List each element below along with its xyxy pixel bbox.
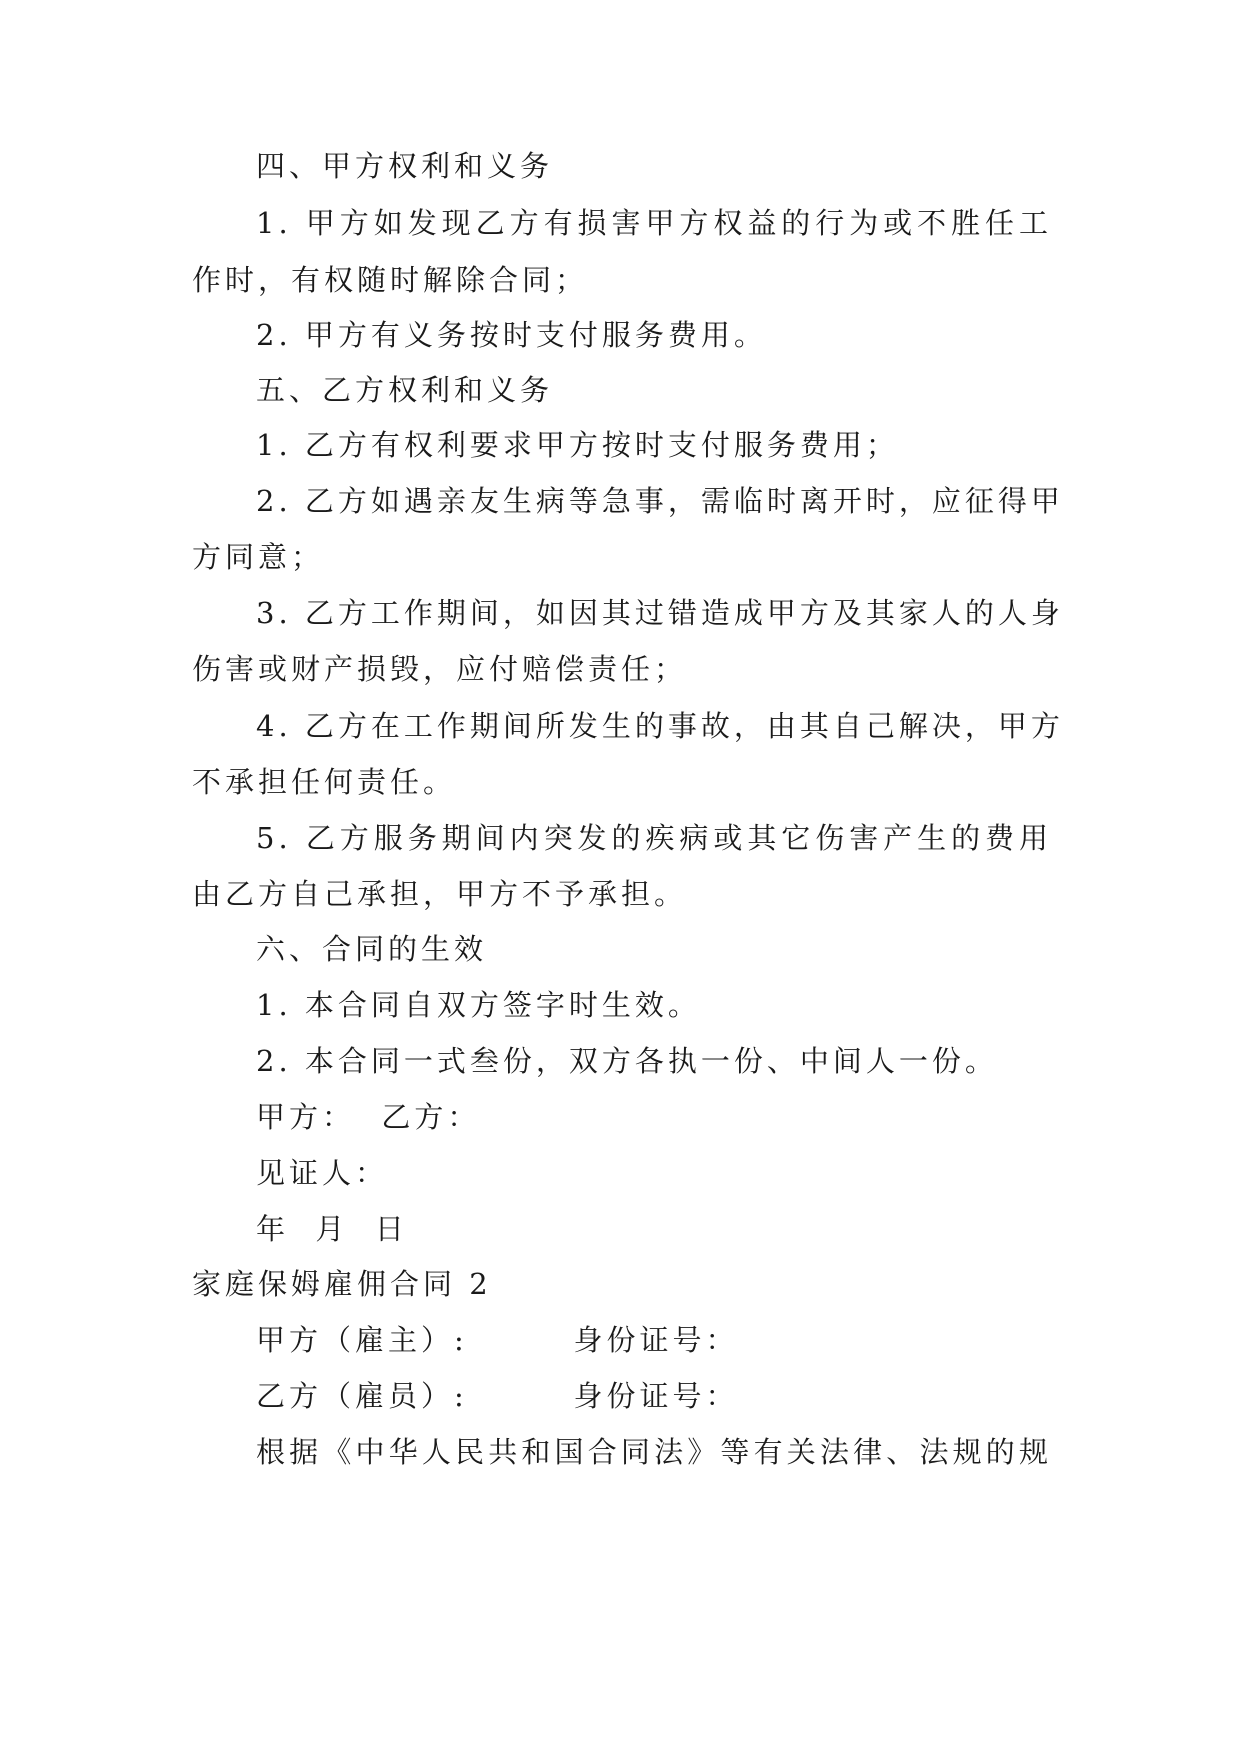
section-5-item-5-cont: 由乙方自己承担，甲方不予承担。 xyxy=(192,877,688,911)
party-a-employer-line: 甲方（雇主）: 身份证号： xyxy=(256,1323,739,1357)
section-4-item-1-cont: 作时，有权随时解除合同； xyxy=(192,263,589,297)
section-5-item-2-cont: 方同意； xyxy=(192,540,325,574)
section-4-item-2: 2. 甲方有义务按时支付服务费用。 xyxy=(256,318,767,352)
section-6-item-1: 1. 本合同自双方签字时生效。 xyxy=(256,988,701,1022)
contract-2-title: 家庭保姆雇佣合同 2 xyxy=(192,1267,492,1301)
section-5-item-1: 1. 乙方有权利要求甲方按时支付服务费用； xyxy=(256,428,899,462)
section-5-item-3-cont: 伤害或财产损毁，应付赔偿责任； xyxy=(192,652,688,686)
section-6-item-2: 2. 本合同一式叁份，双方各执一份、中间人一份。 xyxy=(256,1044,998,1078)
signature-parties: 甲方： 乙方： xyxy=(256,1100,481,1134)
section-5-heading: 五、乙方权利和义务 xyxy=(256,373,554,407)
section-5-item-2: 2. 乙方如遇亲友生病等急事，需临时离开时，应征得甲 xyxy=(256,484,1064,518)
witness-label: 见证人： xyxy=(256,1156,389,1190)
section-5-item-4-cont: 不承担任何责任。 xyxy=(192,765,457,799)
party-b-employee-line: 乙方（雇员）: 身份证号： xyxy=(256,1379,739,1413)
section-5-item-4: 4. 乙方在工作期间所发生的事故，由其自己解决，甲方 xyxy=(256,709,1064,743)
section-4-item-1: 1. 甲方如发现乙方有损害甲方权益的行为或不胜任工 xyxy=(256,206,1052,240)
section-5-item-3: 3. 乙方工作期间，如因其过错造成甲方及其家人的人身 xyxy=(256,596,1064,630)
section-4-heading: 四、甲方权利和义务 xyxy=(256,149,554,183)
section-6-heading: 六、合同的生效 xyxy=(256,932,488,966)
section-5-item-5: 5. 乙方服务期间内突发的疾病或其它伤害产生的费用 xyxy=(256,821,1052,855)
preamble-line: 根据《中华人民共和国合同法》等有关法律、法规的规 xyxy=(256,1435,1052,1469)
date-line: 年 月 日 xyxy=(256,1212,408,1246)
